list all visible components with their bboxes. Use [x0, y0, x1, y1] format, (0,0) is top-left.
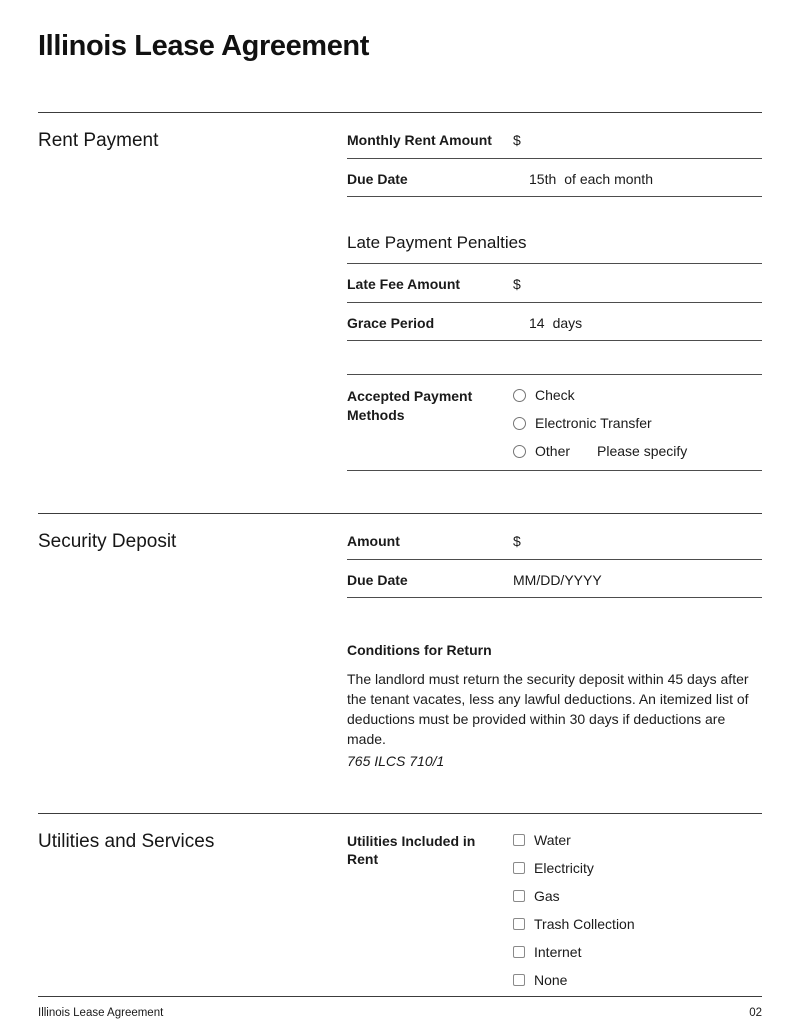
section-title-rent-payment: Rent Payment — [38, 130, 159, 151]
section-label-column — [38, 814, 347, 988]
footer-document-name: Illinois Lease Agreement — [38, 1007, 164, 1019]
checkbox-option-water[interactable] — [513, 832, 762, 848]
monthly-rent-label: Monthly Rent Amount — [347, 132, 492, 148]
checkbox-icon[interactable] — [513, 890, 525, 902]
currency-prefix: $ — [513, 533, 521, 549]
checkbox-label-none: None — [534, 971, 568, 988]
grace-period-label: Grace Period — [347, 314, 435, 331]
section-title-utilities: Utilities and Services — [38, 830, 215, 852]
document-title: Illinois Lease Agreement — [38, 30, 369, 62]
utilities-included-group — [347, 814, 762, 988]
subsection-title-late-penalties: Late Payment Penalties — [347, 233, 762, 264]
conditions-for-return — [347, 642, 762, 775]
checkbox-label-internet: Internet — [534, 943, 582, 960]
utilities-options — [513, 832, 762, 988]
checkbox-option-none[interactable] — [513, 972, 762, 988]
currency-prefix: $ — [513, 132, 521, 148]
radio-option-other[interactable] — [513, 443, 762, 459]
radio-label-check: Check — [535, 387, 575, 403]
section-security-deposit — [38, 513, 762, 775]
checkbox-option-gas[interactable] — [513, 888, 762, 904]
field-row-deposit-due-date — [347, 560, 762, 599]
utilities-included-label: Utilities Included in Rent — [347, 832, 476, 868]
radio-option-check[interactable] — [513, 387, 762, 403]
checkbox-icon[interactable] — [513, 918, 525, 930]
currency-prefix: $ — [513, 276, 521, 292]
payment-methods-label: Accepted Payment Methods — [347, 388, 473, 423]
page-footer — [38, 996, 762, 1019]
rent-due-date-label: Due Date — [347, 170, 408, 187]
checkbox-option-electricity[interactable] — [513, 860, 762, 876]
conditions-title: Conditions for Return — [347, 642, 492, 658]
monthly-rent-input[interactable] — [521, 131, 762, 145]
grace-period-suffix: days — [552, 314, 583, 331]
rent-due-date-suffix: of each month — [564, 170, 653, 187]
deposit-due-date-label: Due Date — [347, 571, 408, 588]
deposit-amount-input[interactable] — [521, 532, 762, 546]
checkbox-icon[interactable] — [513, 946, 525, 958]
other-specify-input[interactable]: Please specify — [597, 443, 688, 459]
deposit-due-date-value[interactable]: MM/DD/YYYY — [513, 571, 602, 588]
section-title-security-deposit: Security Deposit — [38, 531, 177, 552]
field-row-monthly-rent — [347, 113, 762, 159]
checkbox-icon[interactable] — [513, 862, 525, 874]
late-fee-label: Late Fee Amount — [347, 276, 461, 292]
section-label-column — [38, 514, 347, 775]
statute-citation: 765 ILCS 710/1 — [347, 752, 445, 769]
deposit-due-date-input[interactable] — [602, 571, 762, 585]
payment-methods-group — [347, 374, 762, 471]
checkbox-label-electricity: Electricity — [534, 859, 594, 876]
section-content-column — [347, 514, 762, 775]
section-rent-payment — [38, 112, 762, 471]
checkbox-label-trash-collection: Trash Collection — [534, 915, 635, 932]
footer-page-number: 02 — [749, 1007, 762, 1019]
rent-due-date-input[interactable] — [653, 170, 762, 184]
deposit-amount-label: Amount — [347, 533, 400, 549]
radio-label-other: Other — [535, 443, 571, 459]
field-row-deposit-amount — [347, 514, 762, 560]
radio-option-electronic-transfer[interactable] — [513, 415, 762, 431]
field-row-grace-period — [347, 303, 762, 342]
checkbox-option-trash-collection[interactable] — [513, 916, 762, 932]
conditions-body: The landlord must return the security deposit within 45 days after the tenant vacates, less any lawful deductions. An itemized list of deductions must be provided within 30 days if deductions are made. — [347, 671, 749, 747]
field-row-rent-due-date — [347, 159, 762, 198]
checkbox-icon[interactable] — [513, 834, 525, 846]
radio-icon[interactable] — [513, 389, 526, 402]
rent-due-date-value[interactable]: 15th — [529, 170, 557, 187]
checkbox-option-internet[interactable] — [513, 944, 762, 960]
grace-period-value[interactable]: 14 — [529, 314, 545, 331]
field-row-late-fee — [347, 264, 762, 303]
section-utilities-services — [38, 813, 762, 988]
checkbox-label-gas: Gas — [534, 887, 560, 904]
checkbox-icon[interactable] — [513, 974, 525, 986]
section-label-column — [38, 113, 347, 471]
radio-icon[interactable] — [513, 417, 526, 430]
section-content-column — [347, 113, 762, 471]
payment-methods-options — [513, 387, 762, 459]
late-fee-input[interactable] — [521, 275, 762, 289]
radio-label-electronic-transfer: Electronic Transfer — [535, 415, 652, 431]
radio-icon[interactable] — [513, 445, 526, 458]
section-content-column — [347, 814, 762, 988]
grace-period-input[interactable] — [582, 314, 762, 328]
checkbox-label-water: Water — [534, 831, 571, 848]
